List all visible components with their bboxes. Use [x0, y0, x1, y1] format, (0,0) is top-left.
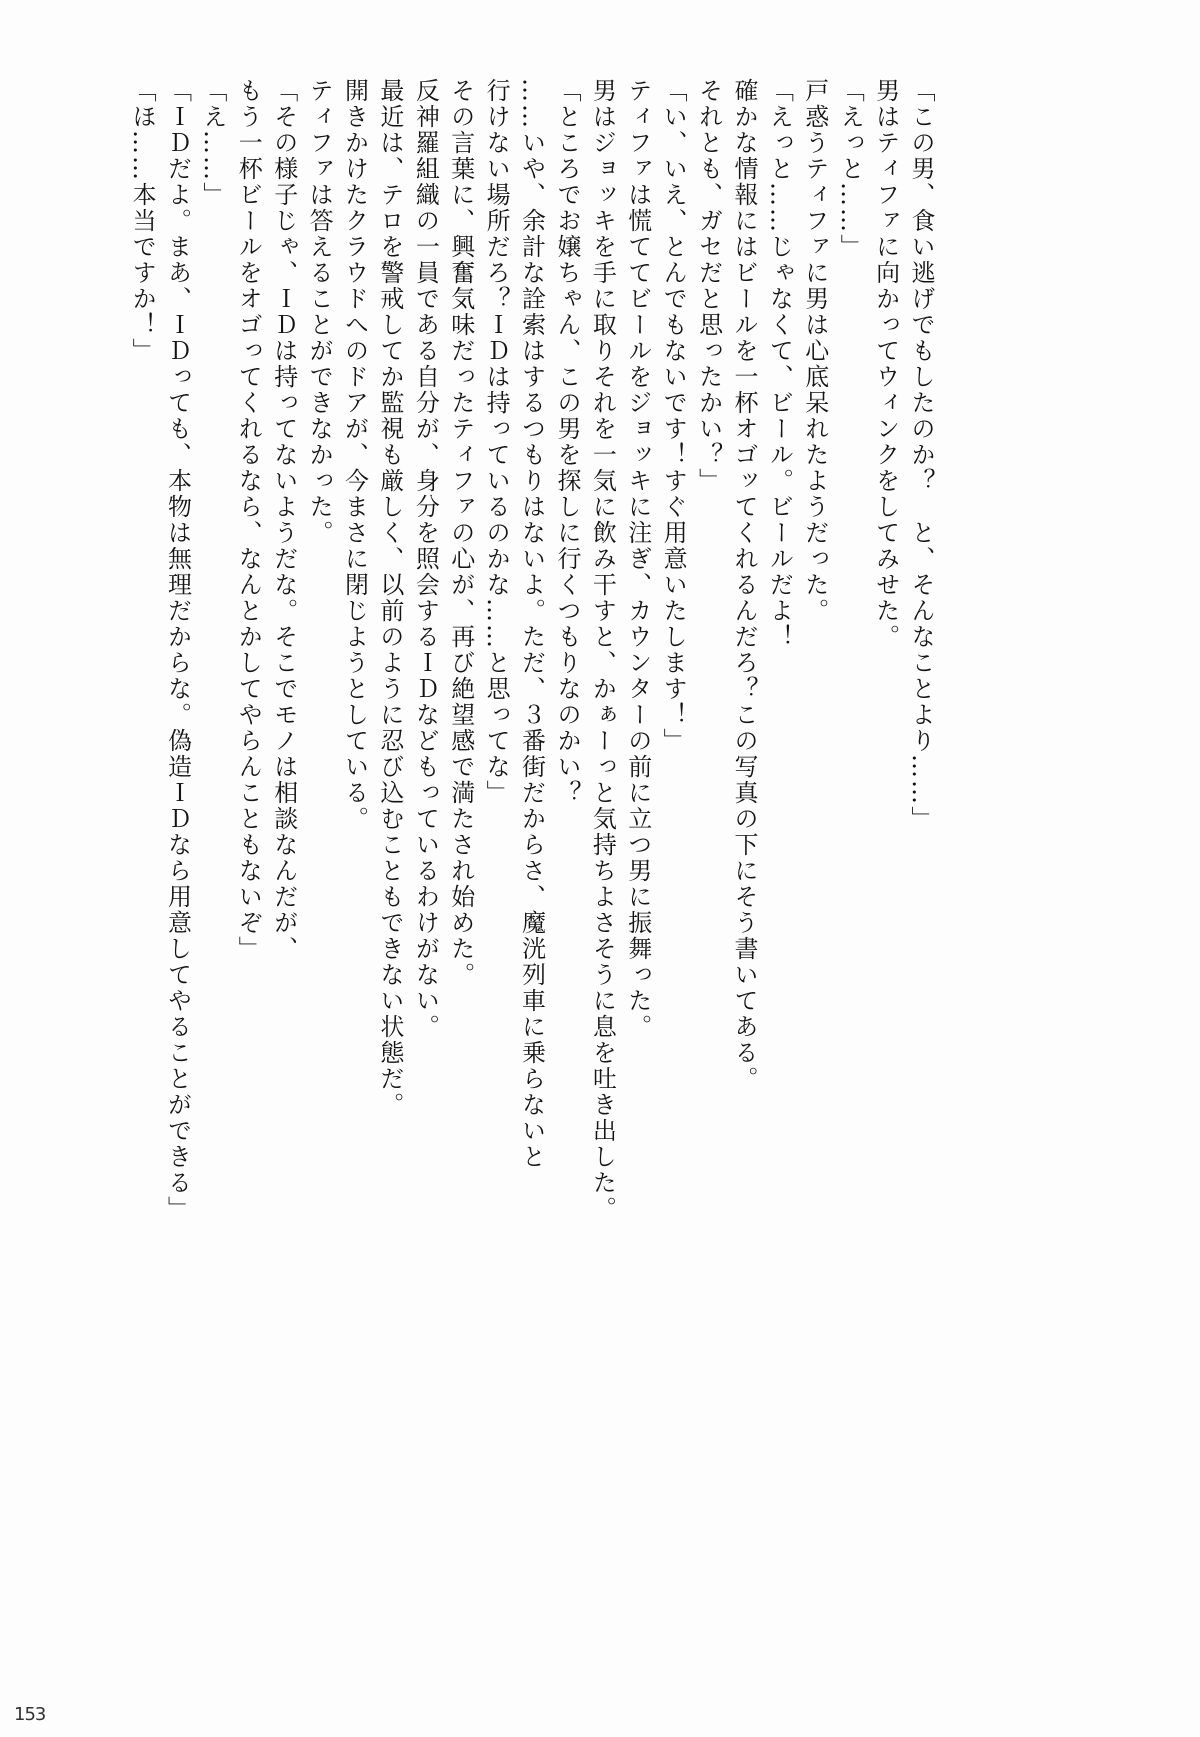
text-line: 「この男、食い逃げでもしたのか？ と、そんなことより……」 — [907, 78, 935, 832]
text-line: 「えっと……じゃなくて、ビール。ビールだよ！ — [765, 78, 794, 650]
text-line: 「ほ……本当ですか！」 — [128, 78, 157, 364]
text-line: 「え……」 — [198, 78, 227, 208]
text-line: 最近は、テロを警戒してか監視も厳しく、以前のように忍び込むこともできない状態だ。 — [375, 78, 404, 1118]
text-line: 開きかけたクラウドへのドアが、今まさに閉じようとしている。 — [340, 78, 369, 832]
text-line: もう一杯ビールをオゴってくれるなら、なんとかしてやらんこともないぞ」 — [234, 78, 263, 962]
page-number: 153 — [14, 1704, 46, 1725]
text-line: 「その様子じゃ、ＩＤは持ってないようだな。そこでモノは相談なんだが、 — [269, 78, 298, 962]
text-line: 男はティファに向かってウィンクをしてみせた。 — [871, 78, 900, 650]
text-line: それとも、ガセだと思ったかい？」 — [694, 78, 723, 494]
text-line: 男はジョッキを手に取りそれを一気に飲み干すと、かぁーっと気持ちよさそうに息を吐き出した。 — [588, 78, 617, 1222]
text-line: その言葉に、興奮気味だったティファの心が、再び絶望感で満たされ始めた。 — [446, 78, 475, 988]
text-line: ティファは慌ててビールをジョッキに注ぎ、カウンターの前に立つ男に振舞った。 — [623, 78, 652, 1040]
vertical-text-body — [124, 78, 938, 1258]
text-line: 「ＩＤだよ。まあ、ＩＤっても、本物は無理だからな。偽造ＩＤなら用意してやることができる」 — [163, 78, 192, 1222]
text-line: 戸惑うティファに男は心底呆れたようだった。 — [800, 78, 829, 624]
text-line: 行けない場所だろ？ＩＤは持っているのかな……と思ってな」 — [482, 78, 511, 806]
text-line: 確かな情報にはビールを一杯オゴッてくれるんだろ？この写真の下にそう書いてある。 — [729, 78, 758, 1092]
text-line: 「い、いえ、とんでもないです！すぐ用意いたします！」 — [659, 78, 688, 754]
text-line: 反神羅組織の一員である自分が、身分を照会するＩＤなどもっているわけがない。 — [411, 78, 440, 1040]
text-line: ……いや、余計な詮索はするつもりはないよ。ただ、３番街だからさ、魔洸列車に乗らないと — [517, 78, 546, 1170]
text-line: 「ところでお嬢ちゃん、この男を探しに行くつもりなのかい？ — [552, 78, 581, 806]
text-line: ティファは答えることができなかった。 — [305, 78, 334, 546]
text-line: 「えっと……」 — [836, 78, 865, 260]
